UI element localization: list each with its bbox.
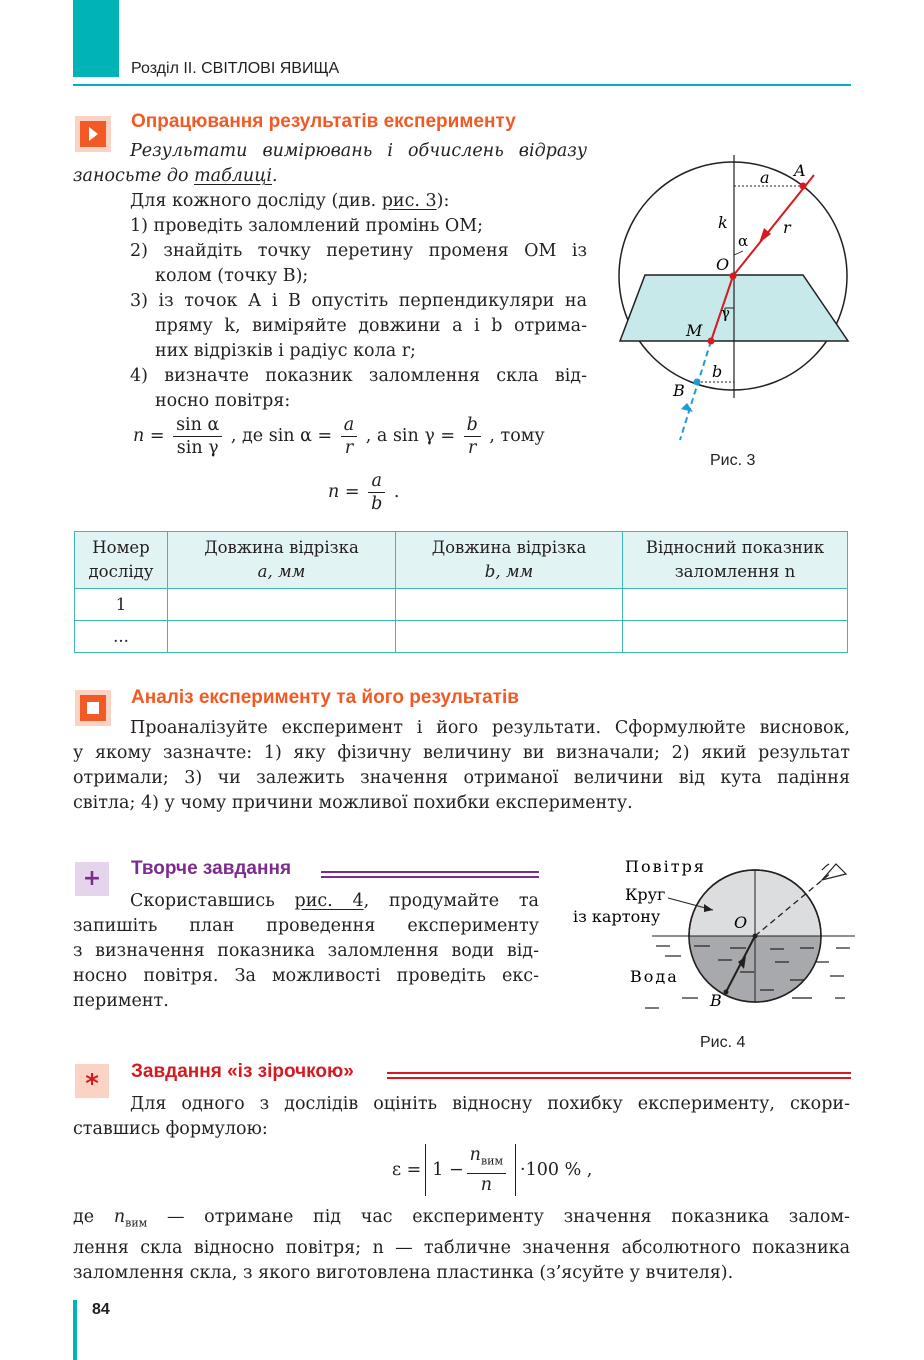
fig3-label-gamma: γ	[721, 304, 730, 322]
fig3-label-a: a	[760, 168, 770, 187]
fig3-label-alpha: α	[738, 232, 749, 250]
section-title-creative: Творче завдання	[131, 858, 292, 879]
figure-3	[605, 150, 865, 450]
fig3-label-A: A	[794, 161, 806, 180]
formula-n-final: n = $\frac{a}{b}$ .	[328, 471, 400, 514]
intro-line1: Результати вимірювань і обчислень відразу	[130, 141, 587, 161]
step-2-line1: 2) знайдіть точку перетину променя ОМ із	[130, 241, 587, 261]
fig4-label-B: B	[710, 991, 722, 1010]
footer-accent-bar	[73, 1300, 77, 1360]
table-cell[interactable]	[168, 589, 396, 621]
table-row: 1	[75, 589, 848, 621]
fig4-label-circle-2: із картону	[573, 907, 661, 926]
fig4-label-O: O	[734, 913, 748, 932]
header-cell-index: Відносний показник заломлення n	[623, 532, 848, 589]
creative-text: Скориставшись рис. 4, продумайте та запишіть план проведення експерименту з визначення показника заломлення води від- носно повітря. За можливості проведіть екс- перимент.	[73, 891, 539, 1011]
fig3-label-k: k	[718, 213, 728, 232]
asterisk-icon: *	[75, 1064, 109, 1098]
fig4-label-water: Вода	[630, 967, 679, 986]
processing-text	[73, 139, 587, 414]
step-3-line2: пряму k, виміряйте довжини a і b отрима-	[155, 316, 587, 336]
fig3-label-O: O	[716, 255, 730, 274]
table-row: ...	[75, 621, 848, 653]
table-cell[interactable]	[396, 589, 623, 621]
fig3-link[interactable]: рис. 3	[381, 191, 437, 211]
section-title-star: Завдання «із зірочкою»	[131, 1061, 354, 1082]
for-each-line: Для кожного досліду (див. рис. 3):	[130, 191, 450, 211]
header-cell-length-a: Довжина відрізка a, мм	[168, 532, 396, 589]
table-cell[interactable]	[168, 621, 396, 653]
analysis-text: Проаналізуйте експеримент і його результати. Сформулюйте висновок, у якому зазначте: 1) яку фізичну величину ви визначали; 2) який результат отримали; 3) чи залежить значення отриманої величини від кута падіння світла; 4) у чому причини можливої похибки експерименту.	[73, 718, 850, 813]
step-4-line2: носно повітря:	[155, 391, 291, 411]
section-title-processing: Опрацювання результатів експерименту	[131, 111, 516, 132]
intro-line2: заносьте до таблиці.	[73, 166, 278, 186]
figure-4	[570, 852, 860, 1020]
fig3-label-b: b	[712, 362, 723, 381]
header-rule	[73, 84, 851, 86]
creative-title-rule	[321, 871, 539, 878]
section-header: Розділ II. СВІТЛОВІ ЯВИЩА	[131, 60, 340, 77]
formula-n: n = $\frac{\text{sin α}}{\text{sin γ}}$ , де sin α = $\frac{a}{r}$ , а sin γ = $\frac{b}{r}$ , тому	[133, 415, 545, 458]
plus-icon: +	[75, 862, 109, 896]
results-table	[74, 531, 848, 653]
table-link[interactable]: таблиці	[194, 166, 273, 186]
star-after-text: де $n_{вим}$ — отримане під час експерименту значення показника залом- лення скла відносно повітря; n — табличне значення абсолютного показника заломлення скла, з якого виготовлена пластинка (з’ясуйте у вчителя).	[73, 1207, 850, 1283]
step-3-line1: 3) із точок А і В опустіть перпендикуляри на	[130, 291, 587, 311]
fig3-label-B: B	[673, 381, 685, 400]
header-cell-number: Номер досліду	[75, 532, 168, 589]
header-accent-block	[73, 0, 119, 77]
table-cell[interactable]	[623, 589, 848, 621]
step-2-line2: колом (точку В);	[155, 266, 309, 286]
star-text: Для одного з дослідів оцініть відносну похибку експерименту, скори- ставшись формулою:	[73, 1094, 850, 1139]
step-4-line1: 4) визначте показник заломлення скла від-	[130, 366, 587, 386]
formula-epsilon: ε = 1 − $\frac{n_{вим}}{n}$ ·100 % ,	[392, 1145, 593, 1195]
fig4-caption: Рис. 4	[700, 1034, 746, 1051]
fig4-link[interactable]: рис. 4	[294, 891, 364, 911]
fig4-label-circle-1: Круг	[625, 885, 666, 904]
section-title-analysis: Аналіз експерименту та його результатів	[131, 687, 519, 708]
star-title-rule	[387, 1072, 851, 1079]
fig3-caption: Рис. 3	[710, 452, 756, 469]
fig3-label-r: r	[783, 218, 791, 237]
table-header-row	[75, 532, 848, 589]
header-cell-length-b: Довжина відрізка b, мм	[396, 532, 623, 589]
step-1: 1) проведіть заломлений промінь ОМ;	[130, 216, 484, 236]
table-cell[interactable]	[396, 621, 623, 653]
page-number: 84	[92, 1301, 110, 1318]
table-cell[interactable]	[623, 621, 848, 653]
fig3-label-M: M	[686, 321, 703, 340]
fig3-incident-ray	[733, 175, 814, 276]
fig4-label-air: Повітря	[625, 857, 706, 876]
step-3-line3: них відрізків і радіус кола r;	[155, 341, 416, 361]
